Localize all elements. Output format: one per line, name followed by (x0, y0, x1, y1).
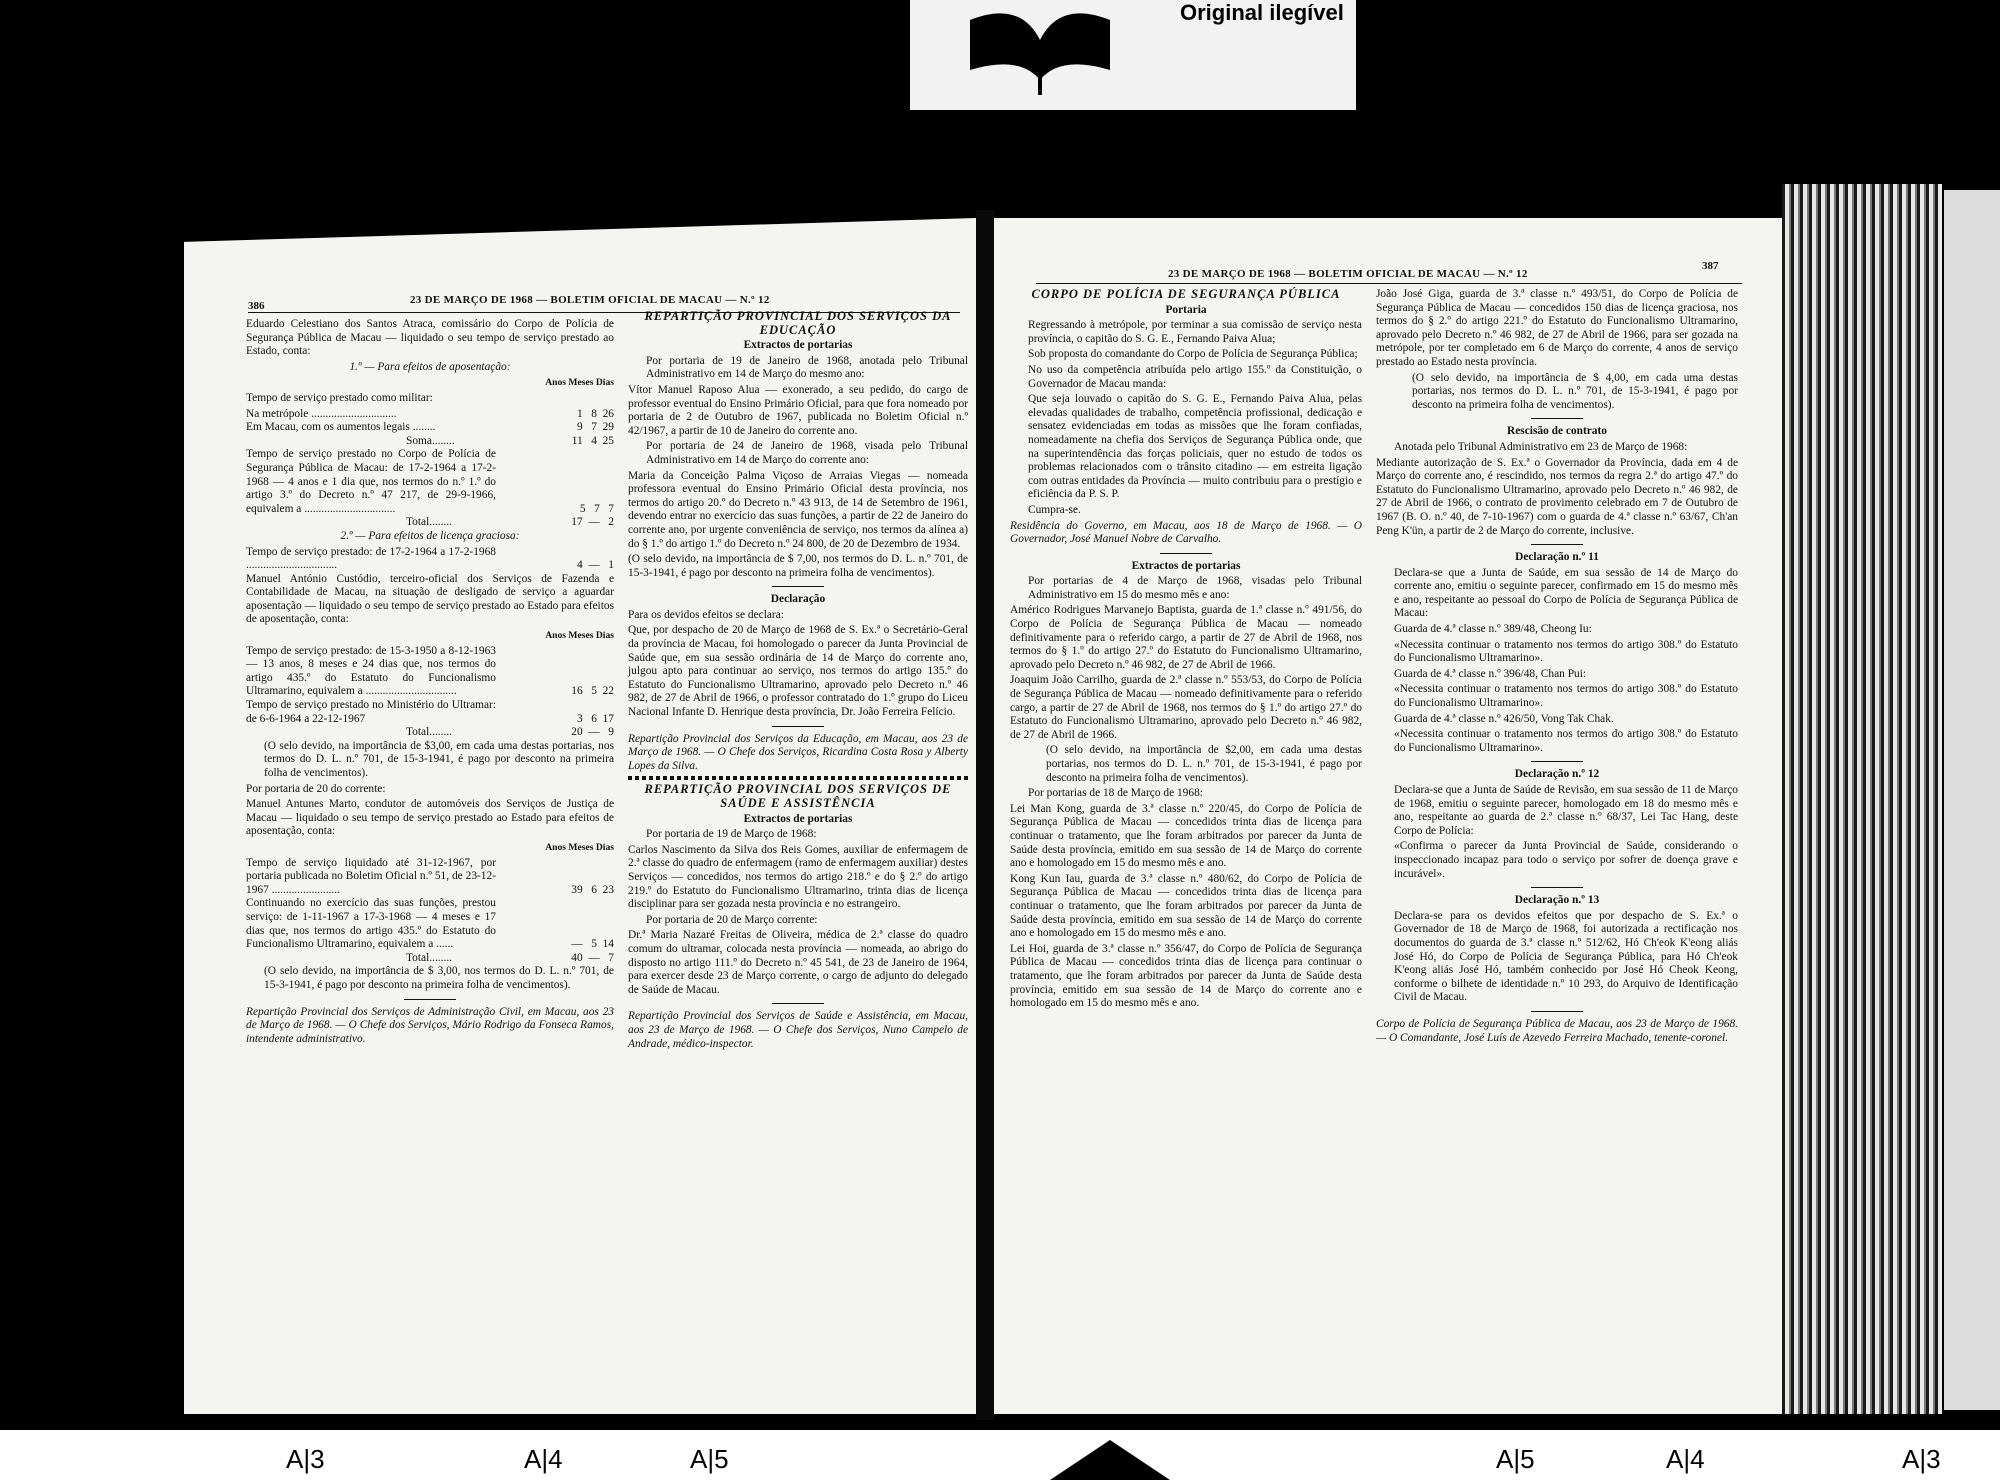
paragraph: Kong Kun Iau, guarda de 3.ª classe n.º 480/62, do Corpo de Polícia de Segurança Pública de Macau — concedidos trinta dias de licença para continuar o tratamento, que lhe foram arbitrados por parecer da Junta de Saúde desta província, emitido em sua sessão de 14 de Março do corrente ano e homologado em 15 do mesmo mês e ano. (1010, 872, 1362, 940)
page-number-left: 386 (248, 300, 265, 312)
row-label: Tempo de serviço prestado no Ministério do Ultramar: de 6-6-1964 a 22-12-1967 (246, 699, 496, 725)
paragraph: Dr.ª Maria Nazaré Freitas de Oliveira, médica de 2.ª classe do quadro comum do ultramar, colocada nesta província — nomeada, ao abrigo do disposto no artigo 111.º do Decreto n.º 45 541, de 23 de Janeiro de 1964, para exercer desde 23 de Março corrente, o cargo de adjunto do delegado de Saúde de Macau. (628, 929, 968, 996)
left-column-2 (628, 310, 968, 1053)
paragraph: Declara-se que a Junta de Saúde de Revisão, em sua sessão de 11 de Março de 1968, emitiu o seguinte parecer, homologado em 18 do mesmo mês e ano, respeitante ao guarda de 2.ª classe n.º 68/37, Lei Tac Hang, deste Corpo de Polícia: (1394, 784, 1738, 837)
paragraph: Por portaria de 20 do corrente: (246, 782, 386, 795)
stamp-duty-note: (O selo devido, na importância de $ 3,00, nos termos do D. L. n.º 701, de 15-3-1941, é pago por desconto na primeira folha de vencimentos). (264, 965, 614, 991)
film-mark: A|4 (524, 1444, 563, 1474)
table-row (246, 546, 614, 573)
table-row (246, 448, 614, 516)
left-column-1 (246, 318, 614, 1048)
stamp-duty-note: (O selo devido, na importância de $ 7,00, nos termos do D. L. n.º 701, de 15-3-1941, é pago por desconto na primeira folha de vencimentos). (628, 553, 968, 579)
film-mark: A|3 (1902, 1444, 1941, 1474)
paragraph: Eduardo Celestiano dos Santos Atraca, comissário do Corpo de Polícia de Segurança Pública de Macau — liquidado o seu tempo de serviço prestado ao Estado, conta: (246, 318, 614, 358)
signature-block: Residência do Governo, em Macau, aos 18 de Março de 1968. — O Governador, José Manuel Nobre de Carvalho. (1010, 519, 1362, 546)
row-label: Tempo de serviço liquidado até 31-12-1967, por portaria publicada no Boletim Oficial n.º 51, de 23-12-1967 ........................ (246, 856, 496, 896)
row-values: 20 — 9 (571, 726, 614, 739)
table-row (246, 952, 614, 966)
paragraph: Lei Hoi, guarda de 3.ª classe n.º 356/47, do Corpo de Polícia de Segurança Pública de Macau — concedidos trinta dias de licença para continuar o tratamento, que lhe foram arbitrados por parecer da Junta de Saúde desta província, emitido em sua sessão de 14 de Março do corrente ano e homologado em 15 do mesmo mês e ano. (1010, 942, 1362, 1010)
film-mark: A|4 (1666, 1444, 1705, 1474)
separator (1531, 1011, 1583, 1012)
paragraph: Manuel Antunes Marto, condutor de automóveis dos Serviços de Justiça de Macau — liquidado o seu tempo de serviço prestado ao Estado para efeitos de aposentação, conta: (246, 798, 614, 838)
paragraph: Sob proposta do comandante do Corpo de Polícia de Segurança Pública; (1028, 348, 1358, 361)
paragraph: Por portarias de 4 de Março de 1968, visadas pelo Tribunal Administrativo em 15 do mesmo mês e ano: (1028, 575, 1362, 601)
subheading: Extractos de portarias (743, 812, 853, 825)
film-mark: A|3 (286, 1444, 325, 1474)
section-heading: REPARTIÇÃO PROVINCIAL DOS SERVIÇOS DE SAÚDE E ASSISTÊNCIA (644, 782, 952, 810)
row-label: Na metrópole .............................. (246, 407, 397, 420)
paragraph: Que seja louvado o capitão do S. G. E., Fernando Paiva Alua, pelas elevadas qualidades de trabalho, competência profissional, dedicação e sensatez evidenciadas em todas as missões que lhe foram confiadas, nomeadamente na chefia dos Serviços de Segurança Pública onde, que na superintendência das forças policiais, quer no estudo de todos os problemas relacionados com o trânsito citadino — em estreita ligação com outras entidades da Província — muito contribuiu para o prestígio e eficiência da P. S. P. (1028, 393, 1362, 501)
table-row (246, 435, 614, 449)
separator (404, 999, 456, 1000)
paragraph: Por portaria de 19 de Março de 1968: (646, 828, 817, 841)
separator (772, 586, 824, 587)
page-number-right: 387 (1702, 260, 1719, 272)
paragraph: Vítor Manuel Raposo Alua — exonerado, a seu pedido, do cargo de professor eventual do Ensino Primário Oficial, para que fora nomeado por portaria de 2 de Outubro de 1967, publicada no Boletim Oficial n.º 42/1967, a partir de 10 de Janeiro do corrente ano. (628, 383, 968, 437)
book-gutter (976, 210, 994, 1420)
subheading: Declaração n.º 11 (1515, 551, 1599, 564)
paragraph: Guarda de 4.ª classe n.º 389/48, Cheong Iu: (1394, 623, 1592, 636)
subheading: Extractos de portarias (1131, 559, 1241, 572)
paragraph: Guarda de 4.ª classe n.º 396/48, Chan Pui: (1394, 667, 1587, 680)
section-title: 2.º — Para efeitos de licença graciosa: (340, 529, 520, 542)
table-row (246, 645, 614, 699)
row-label: Total........ (406, 516, 453, 529)
stamp-duty-note: (O selo devido, na importância de $3,00, em cada uma destas portarias, nos termos do D. L. n.º 701, de 15-3-1941, é pago por desconto na primeira folha de vencimentos). (264, 739, 614, 779)
paragraph: Para os devidos efeitos se declara: (628, 608, 784, 621)
signature-block: Corpo de Polícia de Segurança Pública de Macau, aos 23 de Março de 1968. — O Comandante, José Luís de Azevedo Ferreira Machado, tenente-coronel. (1376, 1017, 1738, 1044)
quotation: «Necessita continuar o tratamento nos termos do artigo 308.º do Estatuto do Funcionalismo Ultramarino». (1394, 683, 1738, 710)
subheading: Portaria (1165, 303, 1207, 316)
paragraph: Anotada pelo Tribunal Administrativo em 23 de Março de 1968: (1394, 440, 1688, 453)
column-heading: Anos Meses Dias (545, 377, 614, 389)
film-mark: A|5 (1496, 1444, 1535, 1474)
paragraph: Por portarias de 18 de Março de 1968: (1028, 787, 1203, 800)
row-values: 4 — 1 (576, 559, 614, 572)
subheading: Declaração n.º 13 (1514, 894, 1600, 907)
book-logo-icon (960, 0, 1120, 95)
separator (772, 1003, 824, 1004)
decorative-rule (628, 776, 968, 780)
section-heading: CORPO DE POLÍCIA DE SEGURANÇA PÚBLICA (1031, 287, 1341, 301)
paragraph: Carlos Nascimento da Silva dos Reis Gomes, auxiliar de enfermagem de 2.ª classe do quadro de enfermagem (ramo de enfermagem auxiliar) destes Serviços — concedidos, nos termos do artigo 218.º e do § 2.º do artigo 219.º do Estatuto do Funcionalismo Ultramarino, trinta dias de licença disciplinar para ser gozada nesta província e no estrangeiro. (628, 843, 968, 911)
signature-block: Repartição Provincial dos Serviços de Saúde e Assistência, em Macau, aos 23 de Março de 1968. — O Chefe dos Serviços, Nuno Campelo de Andrade, médico-inspector. (628, 1010, 968, 1050)
separator (1531, 544, 1583, 545)
paragraph: Maria da Conceição Palma Viçoso de Arraias Viegas — nomeada professora eventual do Ensino Primário Oficial desta província, nos termos do artigo 20.º do Decreto n.º 43 913, de 14 de Setembro de 1961, devendo entrar no exercício das suas funções, a partir de 22 de Janeiro do corrente ano, por urgente conveniência de serviço, nos termos da alínea a) do § 1.º do artigo 1.º do Decreto n.º 24 800, de 20 de Dezembro de 1934. (628, 469, 968, 550)
paragraph: Por portaria de 24 de Janeiro de 1968, visada pelo Tribunal Administrativo em 14 de Março do corrente ano: (646, 440, 968, 466)
separator (1531, 761, 1583, 762)
page-edges (1782, 184, 1942, 1414)
quotation: «Confirma o parecer da Junta Provincial de Saúde, considerando o inspeccionado incapaz para todo o serviço por sofrer de doença grave e incurável». (1394, 840, 1738, 880)
paragraph: Américo Rodrigues Marvanejo Baptista, guarda de 1.ª classe n.º 491/56, do Corpo de Polícia de Segurança Pública de Macau — nomeado definitivamente para o referido cargo, a partir de 27 de Abril de 1968, nos termos do § 1.º do artigo 27.º do Estatuto do Funcionalismo Ultramarino, aprovado pelo Decreto n.º 46 982, de 27 de Abril de 1966. (1010, 604, 1362, 671)
signature-block: Repartição Provincial dos Serviços da Educação, em Macau, aos 23 de Março de 1968. — O Chefe dos Serviços, Ricardina Costa Rosa y Alberty Lopes da Silva. (628, 732, 968, 772)
right-column-1 (1010, 288, 1362, 1013)
row-values: 5 7 7 (579, 502, 614, 515)
row-values: — 5 14 (571, 938, 614, 951)
subheading: Declaração n.º 12 (1514, 768, 1600, 781)
table-row (246, 421, 614, 435)
row-values: 9 7 29 (576, 421, 614, 434)
separator (1531, 418, 1583, 419)
running-header-left: 23 DE MARÇO DE 1968 — BOLETIM OFICIAL DE MACAU — N.º 12 (410, 294, 770, 306)
row-values: 40 — 7 (571, 951, 614, 964)
stamp-label: Original ilegível (1180, 0, 1344, 25)
quotation: «Necessita continuar o tratamento nos termos do artigo 308.º do Estatuto do Funcionalismo Ultramarino». (1394, 638, 1738, 665)
paragraph: Declara-se que a Junta de Saúde, em sua sessão de 14 de Março do corrente ano, emitiu o seguinte parecer, confirmado em 15 do mesmo mês e ano, respeitante ao pessoal do Corpo de Polícia de Segurança Pública de Macau: (1394, 566, 1738, 620)
table-row (246, 699, 614, 726)
subheading: Declaração (770, 593, 826, 606)
row-values: 39 6 23 (571, 883, 614, 896)
table-row (246, 897, 614, 951)
row-values: 16 5 22 (571, 685, 614, 698)
paragraph: Declara-se para os devidos efeitos que por despacho de S. Ex.ª o Governador de 18 de Março de 1968, foi autorizada a rectificação nos documentos do guarda de 3.ª classe n.º 512/62, Hó Ch'eok K'eong aliás José Hó, do Corpo de Polícia de Segurança Pública, para Hó Ch'eok K'eong aliás José Hó, também conhecido por José Hó Cheok Keong, conforme o bilhete de identidade n.º 10 293, do Arquivo de Identificação Civil de Macau. (1394, 909, 1738, 1004)
subheading: Rescisão de contrato (1507, 425, 1607, 438)
paragraph: João José Giga, guarda de 3.ª classe n.º 493/51, do Corpo de Polícia de Segurança Pública de Macau — concedidos 150 dias de licença graciosa, nos termos do § 2.º do artigo 221.º do Estatuto do Funcionalismo Ultramarino, aprovado pelo Decreto n.º 46 982, de 27 de Abril de 1966, para ser gozada na metrópole, por ter completado em 6 de Março do corrente, 4 anos de serviço prestado ao Estado nesta província. (1376, 288, 1738, 368)
row-values: 1 8 26 (576, 407, 614, 420)
signature-block: Repartição Provincial dos Serviços de Administração Civil, em Macau, aos 23 de Março de 1968. — O Chefe dos Serviços, Mário Rodrigo da Fonseca Ramos, intendente administrativo. (246, 1005, 614, 1045)
film-mark: A|5 (690, 1444, 729, 1474)
section-heading: REPARTIÇÃO PROVINCIAL DOS SERVIÇOS DA EDUCAÇÃO (644, 309, 952, 337)
paragraph: Guarda de 4.ª classe n.º 426/50, Vong Tak Chak. (1394, 712, 1614, 725)
paragraph: Tempo de serviço prestado como militar: (246, 391, 433, 404)
paragraph: Por portaria de 20 de Março corrente: (646, 913, 818, 926)
paragraph: Mediante autorização de S. Ex.ª o Governador da Província, dada em 4 de Março do corrente ano, é rescindido, nos termos da regra 2.ª do artigo 47.º do Estatuto do Funcionalismo Ultramarino, aprovado pelo Decreto n.º 46 982, de 27 de Abril de 1966, o contrato de provimento celebrado em 7 de Outubro de 1967 (B. O. n.º 40, de 7-10-1967) com o guarda de 4.ª classe n.º 63/67, Ch'an Peng K'ün, a partir de 2 de Março do corrente, inclusive. (1376, 456, 1738, 537)
row-label: Total........ (406, 726, 453, 739)
running-header-right: 23 DE MARÇO DE 1968 — BOLETIM OFICIAL DE MACAU — N.º 12 (1168, 268, 1528, 280)
table-row (246, 857, 614, 898)
quotation: «Necessita continuar o tratamento nos termos do artigo 308.º do Estatuto do Funcionalismo Ultramarino». (1394, 728, 1738, 754)
header-rule-right (1036, 283, 1742, 284)
paragraph: No uso da competência atribuída pelo artigo 155.º da Constituição, o Governador de Macau manda: (1028, 363, 1362, 390)
separator (772, 726, 824, 727)
subheading: Extractos de portarias (743, 339, 853, 352)
paragraph: Que, por despacho de 20 de Março de 1968 de S. Ex.ª o Secretário-Geral da província de Macau, foi homologado o parecer da Junta Provincial de Saúde que, em sua sessão ordinária de 14 de Março do corrente ano, julgou apto para continuar ao serviço, nos termos do artigo 135.º do Estatuto do Funcionalismo Ultramarino, aprovado pelo Decreto n.º 46 982, de 27 de Abril de 1966, o professor contratado do 1.º grupo do Liceu Nacional Infante D. Henrique desta província, Dr. João Ferreira Felício. (628, 624, 968, 719)
column-heading: Anos Meses Dias (545, 630, 614, 642)
column-heading: Anos Meses Dias (545, 841, 614, 853)
row-label: Total........ (406, 951, 453, 964)
row-label: Tempo de serviço prestado: de 17-2-1964 a 17-2-1968 ................................ (246, 545, 496, 572)
paragraph: Lei Man Kong, guarda de 3.ª classe n.º 220/45, do Corpo de Polícia de Segurança Pública de Macau — concedidos trinta dias de licença para continuar o tratamento, que lhe foram arbitrados por parecer da Junta de Saúde desta província, emitido em sua sessão de 14 de Março do corrente ano e homologado em 15 do mesmo mês e ano. (1010, 802, 1362, 870)
section-title: 1.º — Para efeitos de aposentação: (349, 360, 511, 373)
paragraph: Por portaria de 19 de Janeiro de 1968, anotada pelo Tribunal Administrativo em 14 de Março do mesmo ano: (646, 354, 968, 381)
paragraph: Regressando à metrópole, por terminar a sua comissão de serviço nesta província, o capitão do S. G. E., Fernando Paiva Alua; (1028, 319, 1362, 345)
row-values: 17 — 2 (571, 516, 614, 529)
row-values: 3 6 17 (576, 712, 614, 725)
separator (1160, 553, 1212, 554)
paragraph: Manuel António Custódio, terceiro-oficial dos Serviços de Fazenda e Contabilidade de Macau, na situação de desligado de serviço a aguardar aposentação — liquidado o seu tempo de serviço prestado ao Estado para efeitos de aposentação, conta: (246, 572, 614, 626)
right-column-2 (1376, 288, 1738, 1047)
table-row (246, 408, 614, 422)
paragraph: Joaquim João Carrilho, guarda de 2.ª classe n.º 553/53, do Corpo de Polícia de Segurança Pública de Macau — nomeado definitivamente para o referido cargo, a partir de 27 de Abril de 1968, nos termos do § 1.º do artigo 27.º do Estatuto do Funcionalismo Ultramarino, aprovado pelo Decreto n.º 46 982, de 27 de Abril de 1966. (1010, 674, 1362, 741)
stamp-duty-note: (O selo devido, na importância de $2,00, em cada uma destas portarias, nos termos do D. L. n.º 701, de 15-3-1941, é pago por desconto na primeira folha de vencimentos). (1046, 744, 1362, 784)
row-values: 11 4 25 (571, 434, 614, 447)
facing-page-strip (1944, 190, 2000, 1410)
paragraph: Cumpra-se. (1028, 503, 1081, 516)
table-row (246, 516, 614, 530)
row-label: Continuando no exercício das suas funções, prestou serviço: de 1-11-1967 a 17-3-1968 — 4 meses e 17 dias que, nos termos do artigo 435.º do Estatuto do Funcionalismo Ultramarino, equivalem a ...... (246, 897, 496, 951)
separator (1531, 887, 1583, 888)
row-label: Tempo de serviço prestado no Corpo de Polícia de Segurança Pública de Macau: de 17-2-1964 a 17-2-1968 — 4 anos e 1 dia que, nos termos do n.º 1.º do artigo 3.º do Decreto n.º 47 217, de 29-9-1966, equivalem a ................................ (246, 448, 496, 515)
row-label: Em Macau, com os aumentos legais ........ (246, 421, 436, 434)
center-marker-icon (1050, 1440, 1170, 1480)
stamp-duty-note: (O selo devido, na importância de $ 4,00, em cada uma destas portarias, nos termos do D. L. n.º 701, de 15-3-1941, é pago por desconto na primeira folha de vencimentos). (1412, 371, 1738, 411)
table-row (246, 726, 614, 740)
row-label: Tempo de serviço prestado: de 15-3-1950 a 8-12-1963 — 13 anos, 8 meses e 24 dias que, nos termos do artigo 435.º do Estatuto do Funcionalismo Ultramarino, equivalem a ................................ (246, 644, 496, 698)
row-label: Soma........ (406, 434, 455, 447)
